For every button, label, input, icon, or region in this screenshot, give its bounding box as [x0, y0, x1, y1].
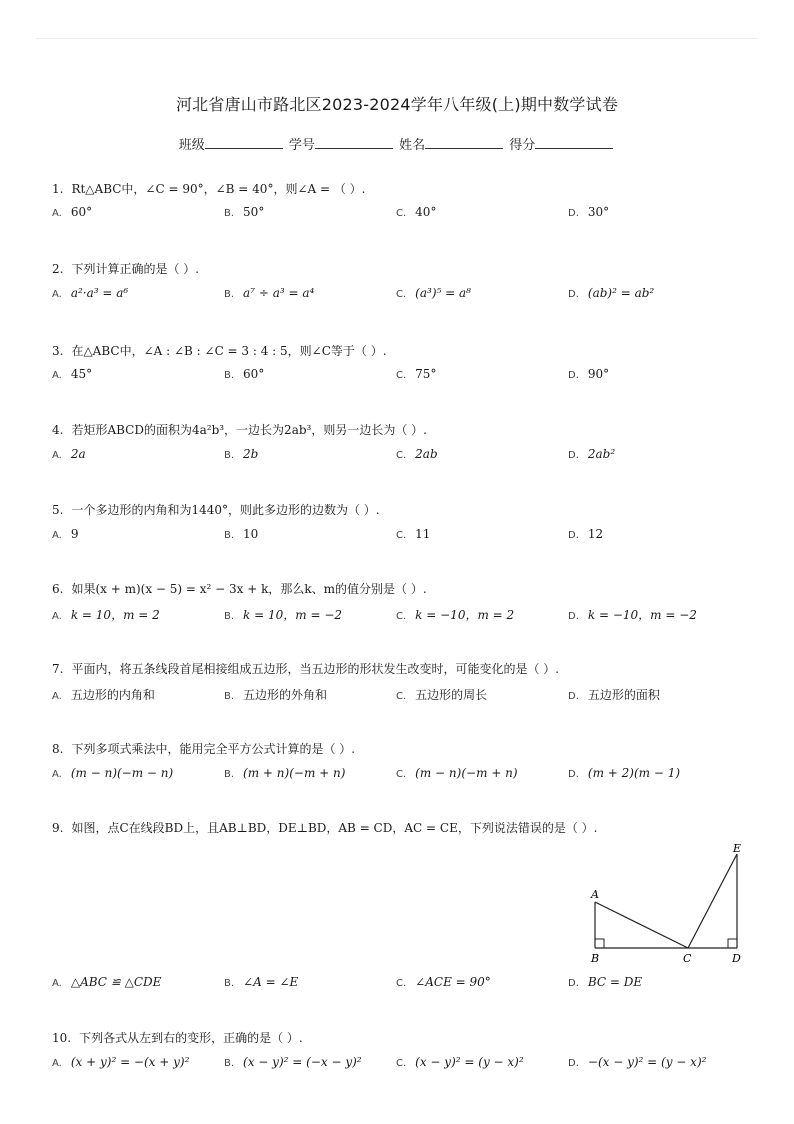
option-label: C.	[396, 769, 407, 780]
option-text: 2ab	[415, 447, 438, 461]
question-stem: 一个多边形的内角和为1440°，则此多边形的边数为（ ）.	[71, 503, 380, 517]
option-label: D.	[568, 289, 579, 300]
segment-ce	[688, 854, 737, 948]
option-text: 60°	[243, 367, 265, 381]
option-label: A.	[52, 450, 62, 461]
option-label: A.	[52, 530, 62, 541]
option-text: ∠ACE = 90°	[415, 975, 491, 989]
question-number: 10.	[52, 1031, 72, 1045]
option-b	[224, 975, 298, 989]
option-label: D.	[568, 978, 579, 989]
option-label: B.	[224, 691, 235, 702]
option-b	[224, 286, 314, 300]
question-stem: 平面内，将五条线段首尾相接组成五边形，当五边形的形状发生改变时，可能变化的是（ ）.	[71, 662, 560, 676]
option-text: −(x − y)² = (y − x)²	[587, 1055, 707, 1069]
option-text: 40°	[415, 205, 437, 219]
option-label: B.	[224, 1058, 235, 1069]
point-label-c: C	[683, 952, 692, 965]
option-label: D.	[568, 691, 579, 702]
option-label: C.	[396, 978, 407, 989]
point-label-b: B	[591, 952, 600, 965]
option-label: C.	[396, 208, 407, 219]
question-1-options	[52, 205, 752, 223]
option-text: 2ab²	[587, 447, 616, 461]
question-9-options	[52, 975, 752, 993]
option-label: A.	[52, 769, 62, 780]
question-1	[52, 180, 365, 197]
option-text: (ab)² = ab²	[587, 286, 655, 300]
option-label: C.	[396, 1058, 407, 1069]
option-label: D.	[568, 450, 579, 461]
option-c	[396, 975, 491, 989]
option-c	[396, 527, 430, 541]
option-c	[396, 1055, 524, 1069]
option-a	[52, 527, 78, 541]
option-b	[224, 686, 327, 703]
segment-ac	[595, 902, 688, 948]
option-text: (m − n)(−m − n)	[70, 766, 174, 780]
option-c	[396, 766, 518, 780]
option-d	[568, 447, 615, 461]
option-text: 90°	[587, 367, 610, 381]
option-c	[396, 367, 436, 381]
option-text: 五边形的周长	[415, 688, 488, 702]
option-label: A.	[52, 370, 62, 381]
option-text: 30°	[587, 205, 610, 219]
option-d	[568, 527, 603, 541]
option-a	[52, 1055, 189, 1069]
option-c	[396, 447, 438, 461]
option-label: B.	[224, 530, 235, 541]
option-label: D.	[568, 769, 579, 780]
question-2	[52, 260, 199, 277]
top-divider	[36, 38, 758, 39]
question-stem: 在△ABC中，∠A : ∠B : ∠C = 3 : 4 : 5，则∠C等于（ ）.	[71, 344, 387, 358]
option-c	[396, 286, 471, 300]
option-b	[224, 1055, 362, 1069]
question-stem: Rt△ABC中，∠C = 90°，∠B = 40°，则∠A = （ ）.	[71, 182, 366, 196]
question-3	[52, 342, 387, 359]
option-label: C.	[396, 530, 407, 541]
right-angle-mark-b	[595, 939, 604, 948]
question-6-options	[52, 606, 752, 624]
question-number: 2.	[52, 262, 64, 276]
question-number: 4.	[52, 423, 64, 437]
field-class-label: 班级	[178, 138, 205, 153]
option-text: (x − y)² = (−x − y)²	[243, 1055, 362, 1069]
option-text: a²·a³ = a⁶	[70, 286, 129, 300]
question-7-options	[52, 686, 752, 704]
option-label: B.	[224, 611, 235, 622]
option-text: △ABC ≌ △CDE	[70, 975, 162, 989]
page-title: 河北省唐山市路北区2023-2024学年八年级(上)期中数学试卷	[175, 95, 619, 114]
student-info-line	[0, 134, 794, 153]
option-d	[568, 286, 654, 300]
point-label-e: E	[733, 842, 742, 855]
option-text: k = 10，m = 2	[70, 608, 160, 622]
option-a	[52, 975, 161, 989]
field-score-blank	[535, 136, 613, 149]
option-label: A.	[52, 208, 62, 219]
question-stem: 下列计算正确的是（ ）.	[71, 262, 200, 276]
option-d	[568, 205, 609, 219]
option-b	[224, 527, 258, 541]
question-9	[52, 819, 597, 836]
question-10	[52, 1029, 303, 1046]
option-text: (a³)⁵ = a⁸	[415, 286, 471, 300]
option-label: A.	[52, 978, 62, 989]
option-label: C.	[396, 370, 407, 381]
option-a	[52, 205, 92, 219]
option-text: ∠A = ∠E	[243, 975, 299, 989]
question-stem: 若矩形ABCD的面积为4a²b³，一边长为2ab³，则另一边长为（ ）.	[71, 423, 427, 437]
option-text: 75°	[415, 367, 437, 381]
option-a	[52, 367, 92, 381]
question-4	[52, 421, 427, 438]
question-5-options	[52, 527, 752, 545]
option-label: D.	[568, 1058, 579, 1069]
option-a	[52, 686, 155, 703]
option-label: C.	[396, 289, 407, 300]
geometry-figure	[586, 840, 756, 968]
option-a	[52, 606, 160, 623]
option-c	[396, 205, 436, 219]
field-name-blank	[425, 136, 503, 149]
question-8-options	[52, 766, 752, 784]
field-score-label: 得分	[509, 138, 536, 153]
question-2-options	[52, 286, 752, 304]
question-stem: 如果(x + m)(x − 5) = x² − 3x + k，那么k、m的值分别是（ ）.	[71, 582, 427, 596]
option-label: B.	[224, 289, 235, 300]
option-text: k = −10，m = −2	[587, 608, 697, 622]
option-label: B.	[224, 978, 235, 989]
option-text: 2b	[243, 447, 259, 461]
question-number: 6.	[52, 582, 64, 596]
field-id-blank	[315, 136, 393, 149]
option-text: k = −10，m = 2	[415, 608, 515, 622]
field-class-blank	[205, 136, 283, 149]
option-label: D.	[568, 370, 579, 381]
question-5	[52, 501, 380, 518]
option-d	[568, 606, 697, 623]
question-4-options	[52, 447, 752, 465]
question-number: 5.	[52, 503, 64, 517]
question-6	[52, 580, 427, 597]
option-b	[224, 205, 264, 219]
option-a	[52, 286, 128, 300]
option-text: (x + y)² = −(x + y)²	[70, 1055, 190, 1069]
question-7	[52, 660, 559, 677]
option-text: 10	[243, 527, 259, 541]
option-label: D.	[568, 208, 579, 219]
option-label: B.	[224, 450, 235, 461]
option-text: a⁷ ÷ a³ = a⁴	[243, 286, 315, 300]
option-label: B.	[224, 769, 235, 780]
option-d	[568, 1055, 706, 1069]
option-text: k = 10，m = −2	[243, 608, 343, 622]
question-stem: 如图，点C在线段BD上，且AB⊥BD，DE⊥BD，AB = CD，AC = CE，下列说法错误的是（ ）.	[71, 821, 598, 835]
question-10-options	[52, 1055, 752, 1073]
question-8	[52, 740, 355, 757]
question-number: 3.	[52, 344, 64, 358]
question-number: 1.	[52, 182, 64, 196]
option-d	[568, 975, 642, 989]
option-label: D.	[568, 530, 579, 541]
option-label: D.	[568, 611, 579, 622]
question-number: 8.	[52, 742, 64, 756]
question-stem: 下列各式从左到右的变形，正确的是（ ）.	[79, 1031, 303, 1045]
option-text: 12	[587, 527, 604, 541]
option-text: 60°	[70, 205, 93, 219]
option-b	[224, 606, 342, 623]
question-3-options	[52, 367, 752, 385]
option-a	[52, 447, 86, 461]
field-name-label: 姓名	[399, 138, 426, 153]
option-label: B.	[224, 208, 235, 219]
point-label-d: D	[732, 952, 741, 965]
option-b	[224, 367, 264, 381]
option-b	[224, 766, 345, 780]
option-text: 五边形的内角和	[70, 688, 155, 702]
option-text: 2a	[70, 447, 86, 461]
option-text: 45°	[70, 367, 93, 381]
option-label: C.	[396, 691, 407, 702]
point-label-a: A	[591, 888, 599, 901]
option-text: BC = DE	[587, 975, 643, 989]
question-number: 7.	[52, 662, 64, 676]
question-stem: 下列多项式乘法中，能用完全平方公式计算的是（ ）.	[71, 742, 356, 756]
right-angle-mark-d	[728, 939, 737, 948]
option-text: (m + 2)(m − 1)	[587, 766, 681, 780]
option-d	[568, 367, 609, 381]
option-label: C.	[396, 611, 407, 622]
option-label: A.	[52, 1058, 62, 1069]
option-label: C.	[396, 450, 407, 461]
option-c	[396, 606, 514, 623]
field-id-label: 学号	[288, 138, 315, 153]
option-label: A.	[52, 289, 62, 300]
option-label: A.	[52, 691, 62, 702]
option-text: (x − y)² = (y − x)²	[415, 1055, 524, 1069]
option-text: 50°	[243, 205, 265, 219]
option-d	[568, 766, 680, 780]
option-text: 11	[415, 527, 431, 541]
option-text: (m − n)(−m + n)	[415, 766, 518, 780]
option-text: 五边形的面积	[587, 688, 660, 702]
question-number: 9.	[52, 821, 64, 835]
option-label: A.	[52, 611, 62, 622]
option-d	[568, 686, 660, 703]
option-text: (m + n)(−m + n)	[243, 766, 346, 780]
option-text: 五边形的外角和	[243, 688, 328, 702]
option-text: 9	[70, 527, 79, 541]
option-label: B.	[224, 370, 235, 381]
option-b	[224, 447, 258, 461]
option-c	[396, 686, 487, 703]
option-a	[52, 766, 173, 780]
